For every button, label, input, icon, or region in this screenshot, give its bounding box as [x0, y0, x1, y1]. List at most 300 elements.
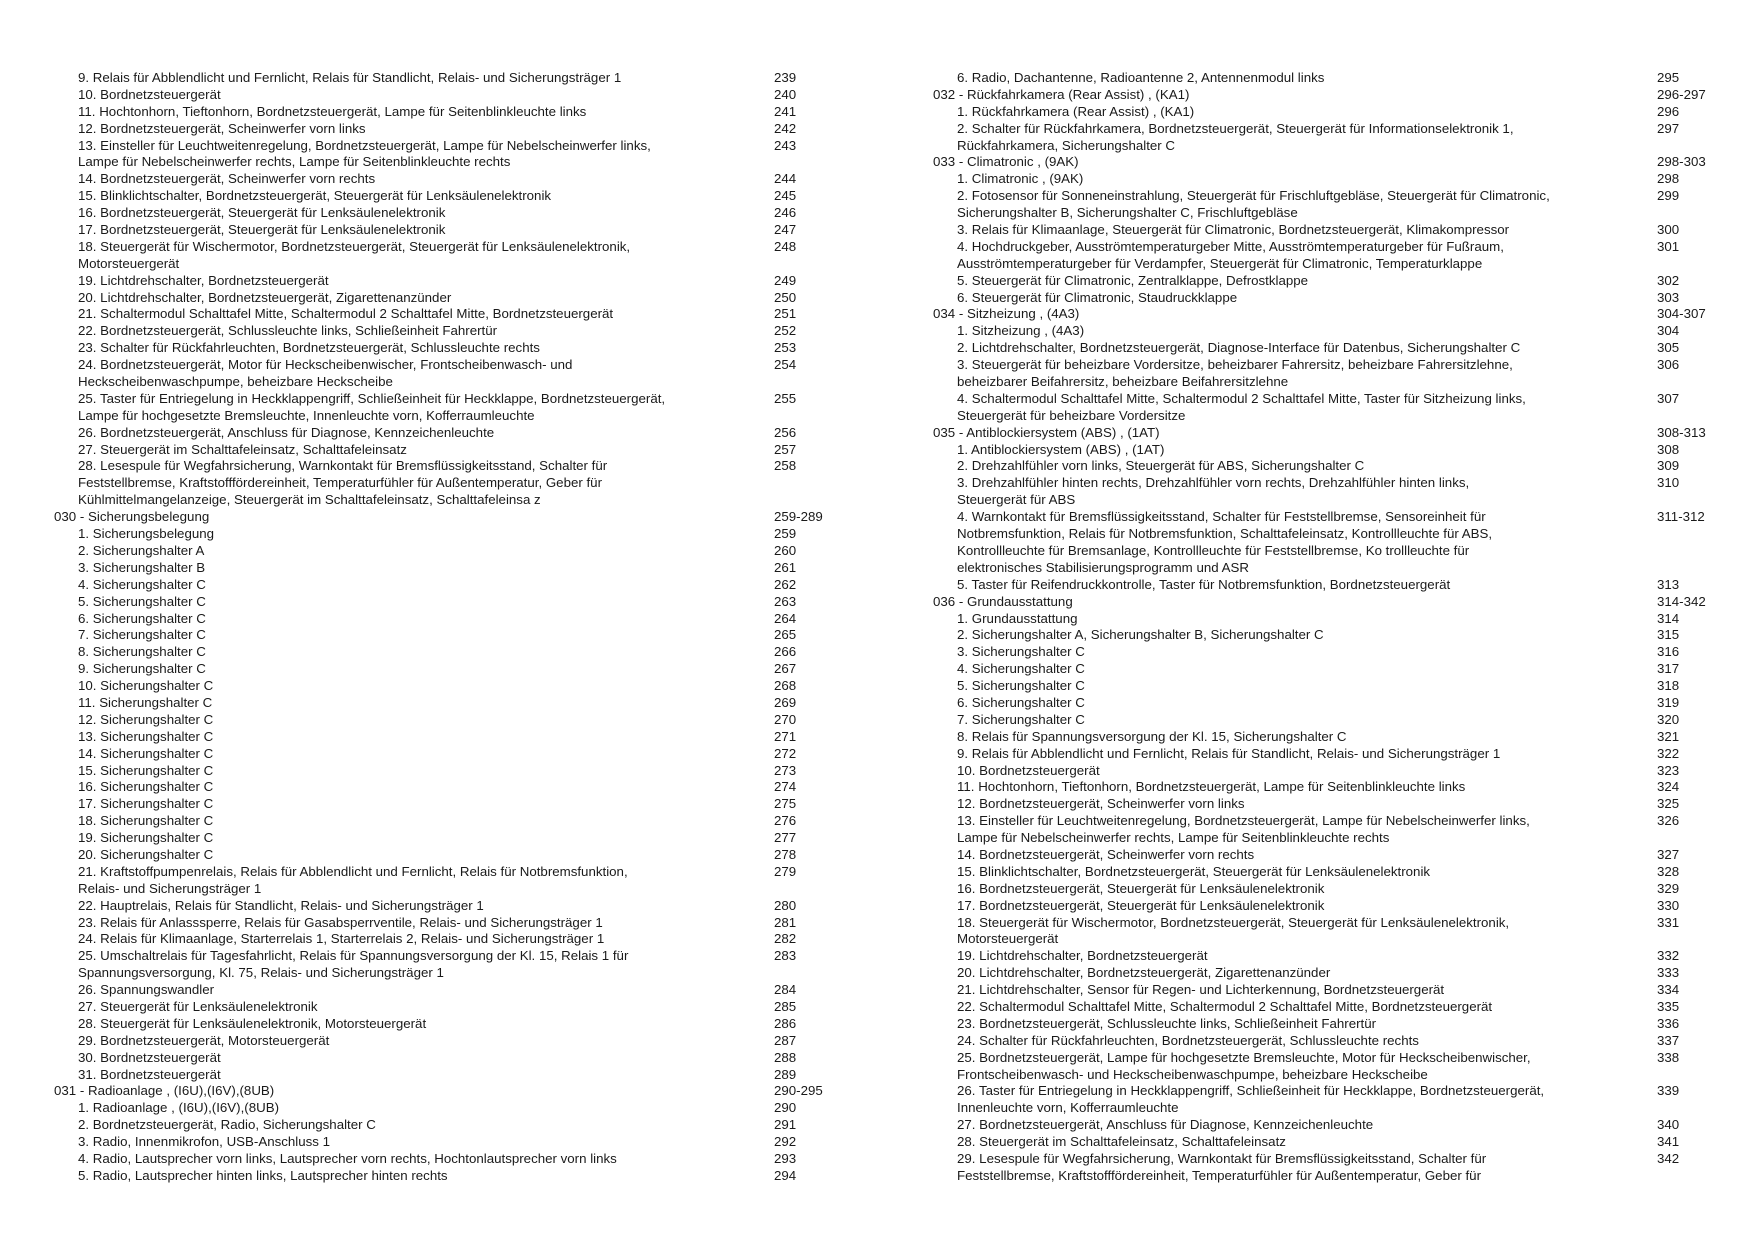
- toc-entry-text: Notbremsfunktion, Relais für Notbremsfunktion, Schalttafeleinsatz, Kontrollleuchte für ABS,: [957, 526, 1493, 542]
- toc-page-number: 266: [774, 644, 797, 660]
- toc-entry-line: [54, 847, 834, 864]
- toc-entry-line: [54, 273, 834, 290]
- toc-section-title: 034 - Sitzheizung , (4A3): [933, 306, 1080, 322]
- toc-entry-line: [933, 492, 1713, 509]
- toc-entry-line: [54, 931, 834, 948]
- toc-entry-text: 28. Steuergerät im Schalttafeleinsatz, Schalttafeleinsatz: [957, 1134, 1286, 1150]
- toc-entry-line: [933, 391, 1713, 408]
- toc-entry-line: [933, 374, 1713, 391]
- toc-entry-line: [54, 982, 834, 999]
- toc-page-number: 285: [774, 998, 797, 1014]
- toc-section-title: 030 - Sicherungsbelegung: [54, 509, 210, 525]
- toc-entry-text: 20. Sicherungshalter C: [78, 846, 214, 862]
- toc-entry-text: 3. Drehzahlfühler hinten rechts, Drehzahlfühler vorn rechts, Drehzahlfühler hinten links,: [957, 475, 1470, 491]
- toc-entry-line: [933, 1050, 1713, 1067]
- toc-entry-text: 13. Sicherungshalter C: [78, 728, 214, 744]
- toc-right-column: [933, 70, 1713, 1185]
- toc-entry-line: [933, 121, 1713, 138]
- toc-page-number: 293: [774, 1151, 797, 1166]
- toc-page-number: 324: [1657, 779, 1680, 795]
- toc-entry-line: [933, 408, 1713, 425]
- toc-page-number: 308-313: [1657, 424, 1706, 440]
- toc-page-number: 297: [1657, 120, 1680, 136]
- toc-entry-text: 20. Lichtdrehschalter, Bordnetzsteuergerät, Zigarettenanzünder: [957, 965, 1331, 981]
- toc-entry-text: Innenleuchte vorn, Kofferraumleuchte: [957, 1100, 1179, 1116]
- toc-page-number: 296-297: [1657, 86, 1706, 102]
- toc-page-number: 298: [1657, 171, 1680, 187]
- toc-section-title: 033 - Climatronic , (9AK): [933, 154, 1079, 170]
- toc-page-number: 304: [1657, 323, 1680, 339]
- toc-section-title: 031 - Radioanlage , (I6U),(I6V),(8UB): [54, 1083, 275, 1099]
- toc-page-number: 300: [1657, 222, 1680, 238]
- toc-entry-line: [54, 864, 834, 881]
- toc-entry-text: 26. Spannungswandler: [78, 982, 215, 998]
- toc-entry-line: [933, 813, 1713, 830]
- toc-page-number: 256: [774, 424, 797, 440]
- toc-entry-text: 6. Sicherungshalter C: [957, 694, 1085, 710]
- toc-page-number: 292: [774, 1134, 797, 1150]
- toc-page-number: 286: [774, 1015, 797, 1031]
- toc-entry-text: 1. Grundausstattung: [957, 610, 1078, 626]
- toc-entry-line: [54, 188, 834, 205]
- toc-entry-text: 31. Bordnetzsteuergerät: [78, 1066, 221, 1082]
- toc-entry-text: 30. Bordnetzsteuergerät: [78, 1049, 221, 1065]
- toc-page-number: 272: [774, 745, 797, 761]
- toc-entry-text: Spannungsversorgung, Kl. 75, Relais- und Sicherungsträger 1: [78, 965, 444, 981]
- toc-entry-line: [933, 475, 1713, 492]
- toc-page-number: 318: [1657, 678, 1680, 694]
- toc-entry-text: 14. Bordnetzsteuergerät, Scheinwerfer vorn rechts: [78, 171, 376, 187]
- toc-page-number: 262: [774, 576, 797, 592]
- toc-entry-text: 3. Sicherungshalter C: [957, 644, 1085, 660]
- toc-entry-text: 18. Steuergerät für Wischermotor, Bordnetzsteuergerät, Steuergerät für Lenksäulenelektronik,: [78, 238, 631, 254]
- toc-entry-text: 19. Lichtdrehschalter, Bordnetzsteuergerät: [957, 948, 1208, 964]
- toc-entry-text: 4. Hochdruckgeber, Ausströmtemperaturgeber Mitte, Ausströmtemperaturgeber für Fußraum,: [957, 238, 1504, 254]
- toc-entry-line: [933, 104, 1713, 121]
- toc-entry-line: [54, 70, 834, 87]
- toc-entry-text: 14. Bordnetzsteuergerät, Scheinwerfer vorn rechts: [957, 846, 1255, 862]
- toc-entry-text: 16. Sicherungshalter C: [78, 779, 214, 795]
- toc-page-number: 334: [1657, 982, 1680, 998]
- toc-page-number: 304-307: [1657, 306, 1706, 322]
- toc-entry-line: [933, 526, 1713, 543]
- toc-entry-line: [54, 695, 834, 712]
- toc-page-number: 242: [774, 120, 797, 136]
- toc-entry-text: 2. Schalter für Rückfahrkamera, Bordnetzsteuergerät, Steuergerät für Informationselektronik 1,: [957, 120, 1514, 136]
- toc-page-number: 243: [774, 137, 797, 153]
- toc-page-number: 260: [774, 542, 797, 558]
- toc-entry-text: Motorsteuergerät: [78, 255, 180, 271]
- toc-entry-line: [933, 340, 1713, 357]
- toc-entry-line: [54, 729, 834, 746]
- toc-entry-text: 4. Sicherungshalter C: [78, 576, 206, 592]
- toc-entry-text: 10. Bordnetzsteuergerät: [78, 86, 221, 102]
- toc-entry-text: Relais- und Sicherungsträger 1: [78, 880, 262, 896]
- toc-entry-text: 29. Bordnetzsteuergerät, Motorsteuergerät: [78, 1032, 330, 1048]
- toc-entry-line: [54, 458, 834, 475]
- toc-entry-line: [933, 948, 1713, 965]
- toc-entry-text: 4. Sicherungshalter C: [957, 661, 1085, 677]
- toc-entry-text: Kontrollleuchte für Bremsanlage, Kontrollleuchte für Feststellbremse, Ko trollleuchte für: [957, 542, 1470, 558]
- toc-entry-text: 17. Bordnetzsteuergerät, Steuergerät für Lenksäulenelektronik: [957, 897, 1325, 913]
- toc-entry-text: 5. Taster für Reifendruckkontrolle, Taster für Notbremsfunktion, Bordnetzsteuergerät: [957, 576, 1451, 592]
- toc-entry-line: [933, 898, 1713, 915]
- toc-entry-line: [933, 1033, 1713, 1050]
- toc-page-number: 258: [774, 458, 797, 474]
- toc-entry-line: [933, 1134, 1713, 1151]
- toc-entry-text: Rückfahrkamera, Sicherungshalter C: [957, 137, 1176, 153]
- toc-entry-line: [54, 154, 834, 171]
- toc-page-number: 307: [1657, 390, 1680, 406]
- toc-section-line: [54, 1083, 834, 1100]
- toc-page-number: 241: [774, 103, 797, 119]
- toc-entry-text: Ausströmtemperaturgeber für Verdampfer, Steuergerät für Climatronic, Temperaturklappe: [957, 255, 1483, 271]
- toc-entry-text: 7. Sicherungshalter C: [78, 627, 206, 643]
- toc-page-number: 311-312: [1657, 509, 1705, 525]
- toc-entry-text: 18. Sicherungshalter C: [78, 813, 214, 829]
- toc-entry-text: 1. Sicherungsbelegung: [78, 526, 215, 542]
- toc-entry-line: [54, 830, 834, 847]
- toc-entry-text: Lampe für hochgesetzte Bremsleuchte, Innenleuchte vorn, Kofferraumleuchte: [78, 407, 535, 423]
- toc-entry-text: 2. Bordnetzsteuergerät, Radio, Sicherungshalter C: [78, 1117, 376, 1133]
- toc-entry-line: [933, 847, 1713, 864]
- toc-page-number: 273: [774, 762, 797, 778]
- toc-entry-text: 15. Blinklichtschalter, Bordnetzsteuergerät, Steuergerät für Lenksäulenelektronik: [957, 863, 1431, 879]
- toc-page-number: 316: [1657, 644, 1680, 660]
- toc-page-number: 327: [1657, 846, 1680, 862]
- toc-page-number: 251: [774, 306, 797, 322]
- toc-page-number: 314: [1657, 610, 1680, 626]
- toc-entry-line: [933, 999, 1713, 1016]
- toc-section-title: 032 - Rückfahrkamera (Rear Assist) , (KA1): [933, 86, 1190, 102]
- toc-entry-text: Motorsteuergerät: [957, 931, 1059, 947]
- toc-entry-line: [54, 475, 834, 492]
- toc-entry-line: [54, 492, 834, 509]
- toc-entry-line: [54, 813, 834, 830]
- toc-page-number: 257: [774, 441, 797, 457]
- toc-page-number: 278: [774, 846, 797, 862]
- toc-entry-text: Sicherungshalter B, Sicherungshalter C, Frischluftgebläse: [957, 205, 1298, 221]
- toc-section-line: [933, 87, 1713, 104]
- toc-page-number: 294: [774, 1167, 797, 1183]
- toc-entry-text: 5. Steuergerät für Climatronic, Zentralklappe, Defrostklappe: [957, 272, 1309, 288]
- toc-page-number: 267: [774, 661, 797, 677]
- toc-entry-line: [54, 138, 834, 155]
- toc-entry-text: 29. Lesespule für Wegfahrsicherung, Warnkontakt für Bremsflüssigkeitsstand, Schalter für: [957, 1151, 1487, 1166]
- toc-section-title: 035 - Antiblockiersystem (ABS) , (1AT): [933, 424, 1160, 440]
- toc-page-number: 239: [774, 70, 797, 85]
- toc-entry-text: 8. Sicherungshalter C: [78, 644, 206, 660]
- toc-entry-text: 1. Antiblockiersystem (ABS) , (1AT): [957, 441, 1165, 457]
- toc-entry-text: 2. Fotosensor für Sonneneinstrahlung, Steuergerät für Frischluftgebläse, Steuergerät für Climatronic,: [957, 188, 1550, 204]
- toc-page-number: 302: [1657, 272, 1680, 288]
- toc-entry-line: [933, 543, 1713, 560]
- toc-entry-line: [933, 796, 1713, 813]
- toc-left-column: [54, 70, 834, 1185]
- toc-page-number: 303: [1657, 289, 1680, 305]
- toc-entry-line: [54, 948, 834, 965]
- toc-entry-line: [933, 729, 1713, 746]
- toc-entry-line: [933, 1083, 1713, 1100]
- toc-entry-text: 25. Umschaltrelais für Tagesfahrlicht, Relais für Spannungsversorgung der Kl. 15, Relais 1 für: [78, 948, 629, 964]
- toc-entry-line: [933, 611, 1713, 628]
- toc-entry-line: [933, 627, 1713, 644]
- toc-entry-text: 5. Sicherungshalter C: [78, 593, 206, 609]
- toc-entry-line: [933, 931, 1713, 948]
- toc-entry-text: 24. Bordnetzsteuergerät, Motor für Heckscheibenwischer, Frontscheibenwasch- und: [78, 357, 573, 373]
- toc-entry-line: [54, 222, 834, 239]
- toc-page-number: 325: [1657, 796, 1680, 812]
- toc-page-number: 275: [774, 796, 797, 812]
- toc-entry-line: [933, 982, 1713, 999]
- toc-entry-text: 2. Lichtdrehschalter, Bordnetzsteuergerät, Diagnose-Interface für Datenbus, Sicherungshalter C: [957, 340, 1521, 356]
- toc-page-number: 265: [774, 627, 797, 643]
- toc-entry-text: 2. Drehzahlfühler vorn links, Steuergerät für ABS, Sicherungshalter C: [957, 458, 1365, 474]
- toc-page-number: 314-342: [1657, 593, 1706, 609]
- toc-page-number: 269: [774, 694, 797, 710]
- toc-page-number: 296: [1657, 103, 1680, 119]
- toc-page-number: 268: [774, 678, 797, 694]
- toc-page-number: 290-295: [774, 1083, 823, 1099]
- toc-entry-line: [933, 70, 1713, 87]
- toc-section-line: [933, 594, 1713, 611]
- toc-entry-text: 23. Schalter für Rückfahrleuchten, Bordnetzsteuergerät, Schlussleuchte rechts: [78, 340, 540, 356]
- toc-page-number: 308: [1657, 441, 1680, 457]
- toc-entry-text: 1. Radioanlage , (I6U),(I6V),(8UB): [78, 1100, 280, 1116]
- toc-page-number: 306: [1657, 357, 1680, 373]
- toc-page-number: 264: [774, 610, 797, 626]
- toc-entry-text: beheizbarer Beifahrersitz, beheizbare Beifahrersitzlehne: [957, 374, 1289, 390]
- toc-entry-line: [933, 239, 1713, 256]
- toc-page-number: 309: [1657, 458, 1680, 474]
- toc-page-number: 276: [774, 813, 797, 829]
- toc-entry-text: 24. Schalter für Rückfahrleuchten, Bordnetzsteuergerät, Schlussleuchte rechts: [957, 1032, 1419, 1048]
- toc-page-number: 279: [774, 863, 797, 879]
- toc-entry-line: [54, 577, 834, 594]
- toc-entry-line: [54, 290, 834, 307]
- toc-page-number: 315: [1657, 627, 1680, 643]
- toc-page-number: 301: [1657, 238, 1680, 254]
- toc-entry-text: 23. Relais für Anlasssperre, Relais für Gasabsperrventile, Relais- und Sicherungsträger 1: [78, 914, 603, 930]
- toc-entry-text: Kühlmittelmangelanzeige, Steuergerät im Schalttafeleinsatz, Schalttafeleinsa z: [78, 492, 541, 508]
- toc-entry-line: [933, 256, 1713, 273]
- toc-section-title: 036 - Grundausstattung: [933, 593, 1073, 609]
- toc-entry-line: [54, 239, 834, 256]
- toc-page-number: 341: [1657, 1134, 1680, 1150]
- toc-entry-line: [933, 1117, 1713, 1134]
- toc-page-number: 335: [1657, 998, 1680, 1014]
- toc-entry-line: [933, 458, 1713, 475]
- toc-entry-line: [54, 1067, 834, 1084]
- toc-entry-line: [54, 425, 834, 442]
- toc-entry-text: Steuergerät für ABS: [957, 492, 1076, 508]
- toc-entry-text: Lampe für Nebelscheinwerfer rechts, Lampe für Seitenblinkleuchte rechts: [957, 830, 1390, 846]
- toc-entry-line: [54, 560, 834, 577]
- toc-page-number: 298-303: [1657, 154, 1706, 170]
- toc-page-number: 299: [1657, 188, 1680, 204]
- toc-page-number: 290: [774, 1100, 797, 1116]
- toc-entry-text: 9. Sicherungshalter C: [78, 661, 206, 677]
- toc-entry-text: Steuergerät für beheizbare Vordersitze: [957, 407, 1186, 423]
- toc-entry-text: 5. Radio, Lautsprecher hinten links, Lautsprecher hinten rechts: [78, 1167, 448, 1183]
- toc-entry-text: 26. Taster für Entriegelung in Heckklappengriff, Schließeinheit für Heckklappe, Bordnetzsteuergerät,: [957, 1083, 1545, 1099]
- toc-entry-text: 12. Bordnetzsteuergerät, Scheinwerfer vorn links: [78, 120, 366, 136]
- toc-entry-text: 10. Bordnetzsteuergerät: [957, 762, 1100, 778]
- toc-page-number: 338: [1657, 1049, 1680, 1065]
- toc-entry-line: [933, 881, 1713, 898]
- toc-entry-line: [54, 442, 834, 459]
- toc-entry-text: 6. Radio, Dachantenne, Radioantenne 2, Antennenmodul links: [957, 70, 1325, 85]
- toc-entry-text: Frontscheibenwasch- und Heckscheibenwaschpumpe, beheizbare Heckscheibe: [957, 1066, 1428, 1082]
- toc-entry-line: [933, 357, 1713, 374]
- toc-entry-text: 26. Bordnetzsteuergerät, Anschluss für Diagnose, Kennzeichenleuchte: [78, 424, 495, 440]
- toc-entry-text: 12. Bordnetzsteuergerät, Scheinwerfer vorn links: [957, 796, 1245, 812]
- toc-entry-line: [933, 915, 1713, 932]
- toc-entry-text: 3. Steuergerät für beheizbare Vordersitze, beheizbarer Fahrersitz, beheizbare Fahrersitzlehne,: [957, 357, 1513, 373]
- toc-entry-text: 8. Relais für Spannungsversorgung der Kl. 15, Sicherungshalter C: [957, 728, 1347, 744]
- toc-page-number: 253: [774, 340, 797, 356]
- toc-entry-text: 27. Steuergerät im Schalttafeleinsatz, Schalttafeleinsatz: [78, 441, 407, 457]
- toc-page-number: 284: [774, 982, 797, 998]
- toc-entry-text: 16. Bordnetzsteuergerät, Steuergerät für Lenksäulenelektronik: [78, 205, 446, 221]
- toc-entry-text: 6. Steuergerät für Climatronic, Staudruckklappe: [957, 289, 1238, 305]
- toc-entry-line: [933, 1168, 1713, 1185]
- toc-entry-line: [54, 1033, 834, 1050]
- toc-entry-line: [54, 965, 834, 982]
- toc-entry-text: 4. Warnkontakt für Bremsflüssigkeitsstand, Schalter für Feststellbremse, Sensoreinheit für: [957, 509, 1486, 525]
- toc-entry-line: [54, 104, 834, 121]
- toc-entry-line: [933, 746, 1713, 763]
- toc-entry-line: [933, 830, 1713, 847]
- toc-entry-text: 3. Radio, Innenmikrofon, USB-Anschluss 1: [78, 1134, 331, 1150]
- toc-page-number: 287: [774, 1032, 797, 1048]
- toc-entry-text: 9. Relais für Abblendlicht und Fernlicht, Relais für Standlicht, Relais- und Sicherungsträger 1: [78, 70, 622, 85]
- toc-entry-text: 7. Sicherungshalter C: [957, 711, 1085, 727]
- toc-entry-text: 28. Steuergerät für Lenksäulenelektronik, Motorsteuergerät: [78, 1015, 427, 1031]
- toc-entry-text: 22. Schaltermodul Schalttafel Mitte, Schaltermodul 2 Schalttafel Mitte, Bordnetzsteuergerät: [957, 998, 1493, 1014]
- toc-page-number: 310: [1657, 475, 1680, 491]
- toc-entry-line: [54, 306, 834, 323]
- toc-entry-line: [933, 171, 1713, 188]
- toc-entry-line: [54, 796, 834, 813]
- toc-entry-text: 1. Climatronic , (9AK): [957, 171, 1084, 187]
- toc-entry-text: Feststellbremse, Kraftstofffördereinheit, Temperaturfühler für Außentemperatur, Geber für: [78, 475, 603, 491]
- toc-entry-line: [54, 121, 834, 138]
- toc-entry-text: 6. Sicherungshalter C: [78, 610, 206, 626]
- toc-page-number: 261: [774, 559, 797, 575]
- toc-page-number: 317: [1657, 661, 1680, 677]
- toc-entry-text: 1. Rückfahrkamera (Rear Assist) , (KA1): [957, 103, 1195, 119]
- toc-entry-line: [933, 560, 1713, 577]
- toc-entry-line: [54, 779, 834, 796]
- toc-entry-text: 24. Relais für Klimaanlage, Starterrelais 1, Starterrelais 2, Relais- und Sicherungsträger 1: [78, 931, 605, 947]
- toc-page-number: 246: [774, 205, 797, 221]
- toc-entry-line: [54, 1016, 834, 1033]
- toc-entry-line: [54, 712, 834, 729]
- toc-entry-line: [933, 678, 1713, 695]
- toc-entry-text: 11. Hochtonhorn, Tieftonhorn, Bordnetzsteuergerät, Lampe für Seitenblinkleuchte links: [78, 103, 587, 119]
- toc-entry-line: [933, 864, 1713, 881]
- toc-entry-text: 11. Hochtonhorn, Tieftonhorn, Bordnetzsteuergerät, Lampe für Seitenblinkleuchte links: [957, 779, 1466, 795]
- toc-page-number: 274: [774, 779, 797, 795]
- toc-entry-text: 21. Schaltermodul Schalttafel Mitte, Schaltermodul 2 Schalttafel Mitte, Bordnetzsteuergerät: [78, 306, 614, 322]
- toc-page-number: 320: [1657, 711, 1680, 727]
- toc-page-number: 263: [774, 593, 797, 609]
- toc-entry-line: [54, 1151, 834, 1168]
- toc-page-number: 331: [1657, 914, 1680, 930]
- toc-entry-text: 12. Sicherungshalter C: [78, 711, 214, 727]
- toc-entry-line: [54, 898, 834, 915]
- toc-entry-line: [54, 374, 834, 391]
- toc-entry-text: 21. Lichtdrehschalter, Sensor für Regen- und Lichterkennung, Bordnetzsteuergerät: [957, 982, 1445, 998]
- toc-page-number: 337: [1657, 1032, 1680, 1048]
- toc-page-number: 305: [1657, 340, 1680, 356]
- toc-page-number: 313: [1657, 576, 1680, 592]
- toc-entry-line: [933, 1151, 1713, 1168]
- toc-page-number: 244: [774, 171, 797, 187]
- toc-entry-line: [933, 763, 1713, 780]
- toc-page-number: 283: [774, 948, 797, 964]
- toc-page-number: 329: [1657, 880, 1680, 896]
- toc-section-line: [933, 306, 1713, 323]
- toc-page-number: 339: [1657, 1083, 1680, 1099]
- toc-entry-text: 18. Steuergerät für Wischermotor, Bordnetzsteuergerät, Steuergerät für Lenksäulenelektronik,: [957, 914, 1510, 930]
- toc-entry-text: 10. Sicherungshalter C: [78, 678, 214, 694]
- toc-entry-line: [54, 627, 834, 644]
- toc-page-number: 240: [774, 86, 797, 102]
- toc-entry-line: [54, 999, 834, 1016]
- toc-entry-text: 5. Sicherungshalter C: [957, 678, 1085, 694]
- toc-entry-line: [933, 442, 1713, 459]
- toc-page-number: 321: [1657, 728, 1680, 744]
- toc-entry-line: [54, 1168, 834, 1185]
- toc-entry-text: 27. Bordnetzsteuergerät, Anschluss für Diagnose, Kennzeichenleuchte: [957, 1117, 1374, 1133]
- toc-entry-line: [933, 138, 1713, 155]
- toc-entry-line: [933, 779, 1713, 796]
- toc-entry-line: [933, 1016, 1713, 1033]
- toc-entry-line: [933, 577, 1713, 594]
- toc-page-number: 252: [774, 323, 797, 339]
- toc-page-number: 248: [774, 238, 797, 254]
- toc-page-number: 336: [1657, 1015, 1680, 1031]
- toc-entry-line: [933, 1067, 1713, 1084]
- toc-entry-line: [54, 763, 834, 780]
- toc-entry-line: [54, 87, 834, 104]
- toc-entry-line: [54, 323, 834, 340]
- toc-page-number: 319: [1657, 694, 1680, 710]
- toc-entry-text: Lampe für Nebelscheinwerfer rechts, Lampe für Seitenblinkleuchte rechts: [78, 154, 511, 170]
- toc-entry-line: [54, 391, 834, 408]
- toc-entry-line: [933, 188, 1713, 205]
- toc-page-number: 270: [774, 711, 797, 727]
- toc-entry-text: 4. Schaltermodul Schalttafel Mitte, Schaltermodul 2 Schalttafel Mitte, Taster für Sitzheizung links,: [957, 390, 1526, 406]
- toc-page-number: 342: [1657, 1151, 1680, 1166]
- toc-page-number: 250: [774, 289, 797, 305]
- toc-entry-line: [54, 340, 834, 357]
- toc-entry-text: 16. Bordnetzsteuergerät, Steuergerät für Lenksäulenelektronik: [957, 880, 1325, 896]
- toc-entry-text: 9. Relais für Abblendlicht und Fernlicht, Relais für Standlicht, Relais- und Sicherungsträger 1: [957, 745, 1501, 761]
- toc-entry-text: 17. Bordnetzsteuergerät, Steuergerät für Lenksäulenelektronik: [78, 222, 446, 238]
- toc-entry-line: [933, 644, 1713, 661]
- toc-entry-line: [933, 222, 1713, 239]
- toc-page-number: 259: [774, 526, 797, 542]
- toc-entry-line: [933, 323, 1713, 340]
- toc-entry-text: 25. Bordnetzsteuergerät, Lampe für hochgesetzte Bremsleuchte, Motor für Heckscheibenwischer,: [957, 1049, 1531, 1065]
- toc-entry-text: 22. Bordnetzsteuergerät, Schlussleuchte links, Schließeinheit Fahrertür: [78, 323, 498, 339]
- toc-entry-text: 27. Steuergerät für Lenksäulenelektronik: [78, 998, 318, 1014]
- toc-entry-line: [54, 1050, 834, 1067]
- toc-section-line: [933, 154, 1713, 171]
